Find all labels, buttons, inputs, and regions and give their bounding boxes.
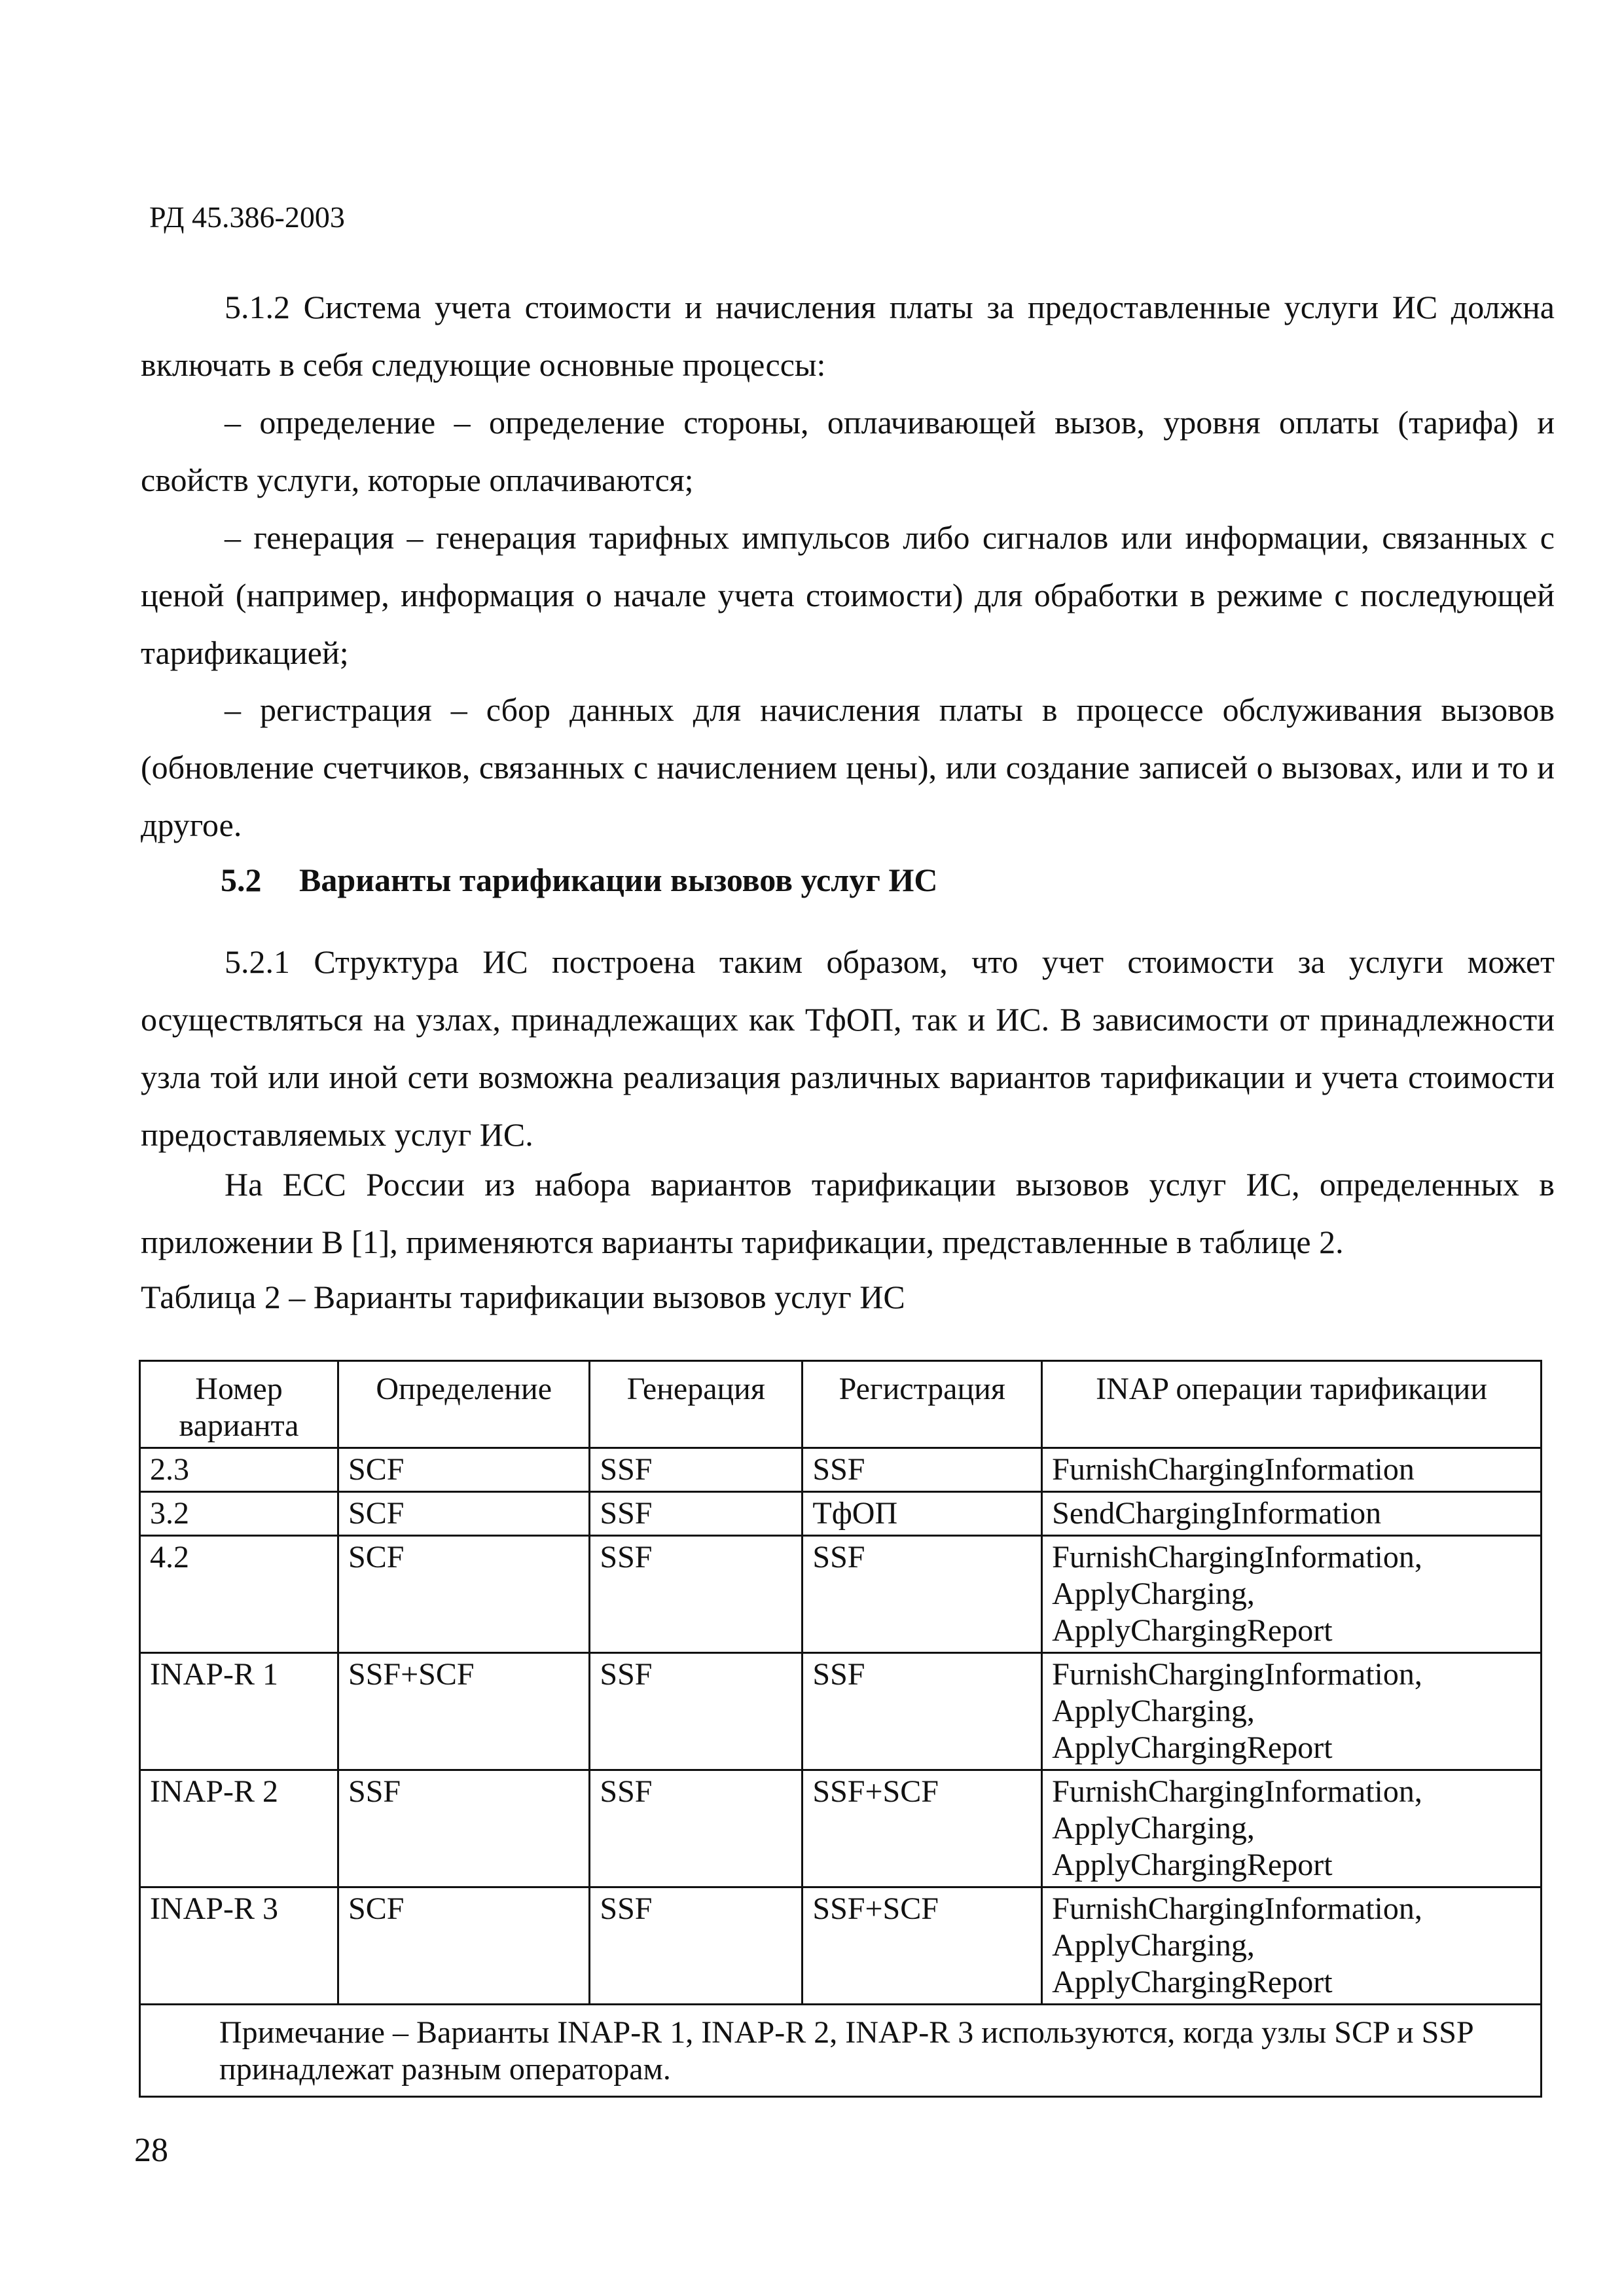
table-row	[140, 1448, 1542, 1492]
page-number: 28	[134, 2132, 168, 2169]
section-heading	[221, 861, 937, 899]
cell-definition: SCF	[338, 1448, 590, 1492]
cell-definition: SCF	[338, 1887, 590, 2005]
cell-variant: INAP-R 1	[140, 1653, 338, 1770]
cell-registration: SSF+SCF	[803, 1887, 1042, 2005]
cell-definition: SCF	[338, 1536, 590, 1653]
table-row	[140, 1653, 1542, 1770]
header-definition: Определение	[338, 1361, 590, 1448]
table-row	[140, 1770, 1542, 1887]
cell-definition: SSF	[338, 1770, 590, 1887]
operation-name: ApplyChargingReport	[1052, 1613, 1333, 1648]
operation-name: ApplyCharging,	[1052, 1811, 1255, 1846]
cell-inap-operations	[1042, 1492, 1542, 1536]
paragraph-5-1-2: 5.1.2 Система учета стоимости и начисления платы за предоставленные услуги ИС должна включать в себя следующие основные процессы:	[141, 289, 1555, 383]
operation-name: ApplyChargingReport	[1052, 1848, 1333, 1882]
cell-registration: SSF	[803, 1653, 1042, 1770]
cell-variant: 4.2	[140, 1536, 338, 1653]
cell-generation: SSF	[590, 1653, 803, 1770]
operation-name: ApplyChargingReport	[1052, 1965, 1333, 1999]
table-row	[140, 1536, 1542, 1653]
operation-name: FurnishChargingInformation	[1052, 1452, 1415, 1487]
operation-name: ApplyChargingReport	[1052, 1730, 1333, 1765]
header-generation: Генерация	[590, 1361, 803, 1448]
cell-inap-operations	[1042, 1653, 1542, 1770]
cell-generation: SSF	[590, 1887, 803, 2005]
operation-name: FurnishChargingInformation,	[1052, 1774, 1422, 1809]
cell-generation: SSF	[590, 1770, 803, 1887]
operation-name: SendChargingInformation	[1052, 1496, 1382, 1531]
cell-generation: SSF	[590, 1492, 803, 1536]
cell-variant: INAP-R 3	[140, 1887, 338, 2005]
table-header-row	[140, 1361, 1542, 1448]
cell-definition: SCF	[338, 1492, 590, 1536]
cell-variant: 3.2	[140, 1492, 338, 1536]
tariff-variants-table	[139, 1360, 1542, 2098]
operation-name: ApplyCharging,	[1052, 1928, 1255, 1963]
cell-definition: SSF+SCF	[338, 1653, 590, 1770]
cell-generation: SSF	[590, 1536, 803, 1653]
section-number: 5.2	[221, 862, 262, 898]
header-inap-operations: INAP операции тарификации	[1042, 1361, 1542, 1448]
cell-variant: INAP-R 2	[140, 1770, 338, 1887]
cell-inap-operations	[1042, 1448, 1542, 1492]
table-caption: Таблица 2 – Варианты тарификации вызовов услуг ИС	[141, 1279, 905, 1315]
operation-name: FurnishChargingInformation,	[1052, 1657, 1422, 1692]
list-item-definition: – определение – определение стороны, оплачивающей вызов, уровня оплаты (тарифа) и свойств услуги, которые оплачиваются;	[141, 404, 1555, 498]
header-registration: Регистрация	[803, 1361, 1042, 1448]
header-variant-number: Номер варианта	[140, 1361, 338, 1448]
list-item-generation: – генерация – генерация тарифных импульсов либо сигналов или информации, связанных с ценой (например, информация о начале учета стоимости) для обработки в режиме с последующей тарификацией;	[141, 519, 1555, 671]
table-note: Примечание – Варианты INAP-R 1, INAP-R 2, INAP-R 3 используются, когда узлы SCP и SSP принадлежат разным операторам.	[140, 2005, 1542, 2097]
section-title: Варианты тарификации вызовов услуг ИС	[299, 862, 938, 898]
operation-name: ApplyCharging,	[1052, 1694, 1255, 1728]
cell-registration: SSF	[803, 1536, 1042, 1653]
operation-name: ApplyCharging,	[1052, 1576, 1255, 1611]
cell-inap-operations	[1042, 1536, 1542, 1653]
cell-registration: ТфОП	[803, 1492, 1042, 1536]
table-row	[140, 1492, 1542, 1536]
paragraph-ecc-russia: На ЕСС России из набора вариантов тарификации вызовов услуг ИС, определенных в приложении В [1], применяются варианты тарификации, представленные в таблице 2.	[141, 1166, 1555, 1260]
table-row	[140, 1887, 1542, 2005]
paragraph-5-2-1: 5.2.1 Структура ИС построена таким образом, что учет стоимости за услуги может осуществляться на узлах, принадлежащих как ТфОП, так и ИС. В зависимости от принадлежности узла той или иной сети возможна реализация различных вариантов тарификации и учета стоимости предоставляемых услуг ИС.	[141, 943, 1555, 1153]
cell-registration: SSF+SCF	[803, 1770, 1042, 1887]
cell-registration: SSF	[803, 1448, 1042, 1492]
table-note-row	[140, 2005, 1542, 2097]
operation-name: FurnishChargingInformation,	[1052, 1540, 1422, 1575]
document-code-header: РД 45.386-2003	[149, 200, 345, 234]
operation-name: FurnishChargingInformation,	[1052, 1891, 1422, 1926]
cell-variant: 2.3	[140, 1448, 338, 1492]
cell-generation: SSF	[590, 1448, 803, 1492]
cell-inap-operations	[1042, 1887, 1542, 2005]
list-item-registration: – регистрация – сбор данных для начисления платы в процессе обслуживания вызовов (обновление счетчиков, связанных с начислением цены), или создание записей о вызовах, или и то и другое.	[141, 691, 1555, 843]
cell-inap-operations	[1042, 1770, 1542, 1887]
